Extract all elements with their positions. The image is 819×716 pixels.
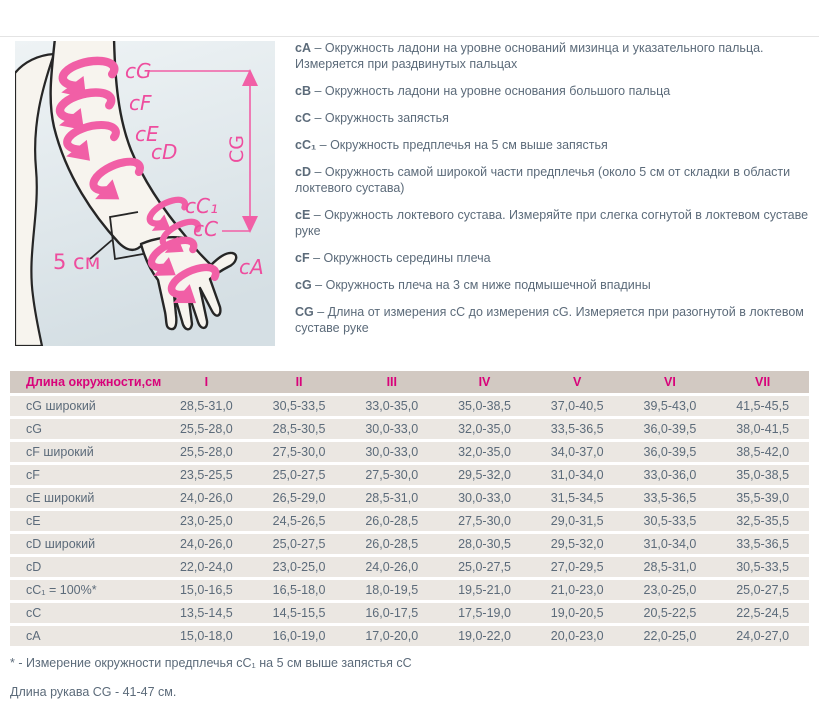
row-value: 24,0-26,0 [179,537,233,551]
row-label: cE широкий [26,491,95,505]
table-row [10,396,809,416]
size-table [10,371,809,649]
row-value: 20,0-23,0 [550,629,604,643]
table-row [10,626,809,646]
row-value: 25,5-28,0 [179,422,233,436]
row-value: 23,0-25,0 [179,514,233,528]
measurement-description-text: – Окружность ладони на уровне основания большого пальца [314,84,671,98]
row-value: 29,5-32,0 [550,537,604,551]
measurement-description-text: – Окружность локтевого сустава. Измеряйте при слегка согнутой в локтевом суставе руке [295,208,809,238]
row-value: 32,0-35,0 [458,445,511,459]
size-column-header: V [573,375,582,389]
row-label: cG [26,422,42,436]
label-cD: cD [151,140,178,164]
footnote-sleeve-length: Длина рукава CG - 41-47 см. [10,685,177,699]
row-value: 34,0-37,0 [550,445,604,459]
table-row [10,603,809,623]
label-cC: cC [193,217,218,241]
row-value: 41,5-45,5 [736,399,790,413]
measurement-code: cA [295,41,311,55]
row-value: 31,0-34,0 [643,537,697,551]
row-value: 24,0-27,0 [736,629,790,643]
row-value: 35,5-39,0 [736,491,790,505]
row-value: 39,5-43,0 [643,399,697,413]
row-value: 16,5-18,0 [272,583,326,597]
measurement-description [295,110,813,126]
measurement-description [295,40,813,72]
row-value: 15,0-16,5 [179,583,233,597]
row-value: 33,0-35,0 [365,399,419,413]
measurement-descriptions [295,40,813,347]
size-column-header: IV [478,375,491,389]
measurement-code: cC₁ [295,138,317,152]
row-label: cA [26,629,41,643]
row-value: 30,0-33,0 [458,491,511,505]
row-value: 31,0-34,0 [550,468,604,482]
label-cF: cF [129,91,152,115]
row-label: cF широкий [26,445,94,459]
measurement-code: cC [295,111,311,125]
row-value: 25,0-27,5 [272,537,326,551]
row-value: 26,0-28,5 [365,514,419,528]
row-value: 36,0-39,5 [643,445,697,459]
label-cA: cA [239,255,264,279]
row-value: 22,0-25,0 [643,629,697,643]
row-value: 38,0-41,5 [736,422,790,436]
row-label: cE [26,514,41,528]
row-value: 24,0-26,0 [365,560,419,574]
label-cE: cE [135,122,159,146]
row-value: 30,5-33,5 [736,560,790,574]
table-row [10,419,809,439]
row-value: 27,0-29,5 [550,560,604,574]
measurement-description-text: – Окружность ладони на уровне оснований мизинца и указательного пальца. Измеряется при раздвинутых пальцах [295,41,764,71]
row-value: 26,5-29,0 [272,491,326,505]
row-value: 22,0-24,0 [179,560,233,574]
row-value: 28,5-31,0 [643,560,697,574]
measurement-description [295,304,813,336]
row-value: 25,0-27,5 [272,468,326,482]
measurement-description [295,250,813,266]
table-row [10,580,809,600]
measurement-code: cE [295,208,311,222]
row-value: 33,0-36,0 [643,468,697,482]
measurement-description [295,137,813,153]
table-row [10,557,809,577]
row-value: 30,5-33,5 [272,399,326,413]
arm-measurement-diagram [15,41,275,346]
row-value: 19,0-20,5 [550,606,604,620]
five-cm-label: 5 см [53,250,101,274]
row-value: 28,5-31,0 [179,399,233,413]
label-cC1: cC₁ [185,194,218,218]
row-value: 32,0-35,0 [458,422,511,436]
measurement-description-text: – Окружность самой широкой части предплечья (около 5 см от складки в области локтевого сустава) [295,165,791,195]
row-value: 19,0-22,0 [458,629,511,643]
row-value: 23,0-25,0 [272,560,326,574]
row-value: 17,5-19,0 [458,606,511,620]
measurement-description-text: – Окружность предплечья на 5 см выше запястья [319,138,608,152]
row-value: 28,0-30,5 [458,537,511,551]
row-value: 21,0-23,0 [550,583,604,597]
row-label: cD [26,560,42,574]
row-label: cF [26,468,40,482]
row-value: 25,0-27,5 [736,583,790,597]
table-row [10,465,809,485]
row-value: 28,5-30,5 [272,422,326,436]
row-value: 27,5-30,0 [365,468,419,482]
measurement-code: cD [295,165,311,179]
arm-diagram-svg [15,41,275,346]
row-value: 23,5-25,5 [179,468,233,482]
table-corner-header: Длина окружности,см [26,375,162,389]
table-row [10,534,809,554]
size-column-header: III [386,375,397,389]
row-value: 25,0-27,5 [458,560,511,574]
row-value: 38,5-42,0 [736,445,790,459]
measurement-description-text: – Окружность запястья [314,111,449,125]
table-row [10,511,809,531]
row-value: 30,0-33,0 [365,422,419,436]
cg-length-label: CG [226,135,248,163]
measurement-code: cG [295,278,312,292]
row-value: 23,0-25,0 [643,583,697,597]
row-value: 24,5-26,5 [272,514,326,528]
row-value: 28,5-31,0 [365,491,419,505]
row-value: 24,0-26,0 [179,491,233,505]
measurement-description [295,207,813,239]
table-row [10,488,809,508]
row-value: 13,5-14,5 [179,606,233,620]
size-column-header: VI [664,375,676,389]
row-value: 17,0-20,0 [365,629,419,643]
row-value: 33,5-36,5 [550,422,604,436]
table-header-row [10,371,809,393]
table-row [10,442,809,462]
row-value: 37,0-40,5 [550,399,604,413]
footnote-forearm-note: * - Измерение окружности предплечья cC₁ на 5 см выше запястья cC [10,656,412,670]
row-value: 26,0-28,5 [365,537,419,551]
measurement-description-text: – Окружность середины плеча [313,251,491,265]
measurement-description [295,277,813,293]
row-value: 33,5-36,5 [643,491,697,505]
row-value: 35,0-38,5 [736,468,790,482]
row-value: 15,0-18,0 [179,629,233,643]
top-divider [0,36,819,37]
row-value: 20,5-22,5 [643,606,697,620]
row-value: 27,5-30,0 [458,514,511,528]
measurement-description [295,164,813,196]
measurement-description-text: – Окружность плеча на 3 см ниже подмышечной впадины [315,278,651,292]
row-label: cG широкий [26,399,96,413]
label-cG: cG [125,59,152,83]
row-value: 33,5-36,5 [736,537,790,551]
row-value: 16,0-17,5 [365,606,419,620]
row-value: 25,5-28,0 [179,445,233,459]
row-value: 32,5-35,5 [736,514,790,528]
row-value: 35,0-38,5 [458,399,511,413]
measurement-code: cB [295,84,311,98]
row-value: 14,5-15,5 [272,606,326,620]
measurement-code: CG [295,305,314,319]
row-value: 30,0-33,0 [365,445,419,459]
row-value: 19,5-21,0 [458,583,511,597]
row-label: cD широкий [26,537,96,551]
size-column-header: II [295,375,303,389]
size-column-header: I [204,375,209,389]
row-label: cC₁ = 100%* [26,583,97,597]
row-value: 29,0-31,5 [550,514,604,528]
row-label: cC [26,606,42,620]
measurement-code: cF [295,251,310,265]
row-value: 30,5-33,5 [643,514,697,528]
row-value: 18,0-19,5 [365,583,419,597]
row-value: 31,5-34,5 [550,491,604,505]
row-value: 22,5-24,5 [736,606,790,620]
row-value: 16,0-19,0 [272,629,326,643]
size-column-header: VII [754,375,771,389]
row-value: 36,0-39,5 [643,422,697,436]
measurement-description [295,83,813,99]
row-value: 29,5-32,0 [458,468,511,482]
row-value: 27,5-30,0 [272,445,326,459]
measurement-description-text: – Длина от измерения cC до измерения cG. Измеряется при разогнутой в локтевом суставе руке [295,305,804,335]
